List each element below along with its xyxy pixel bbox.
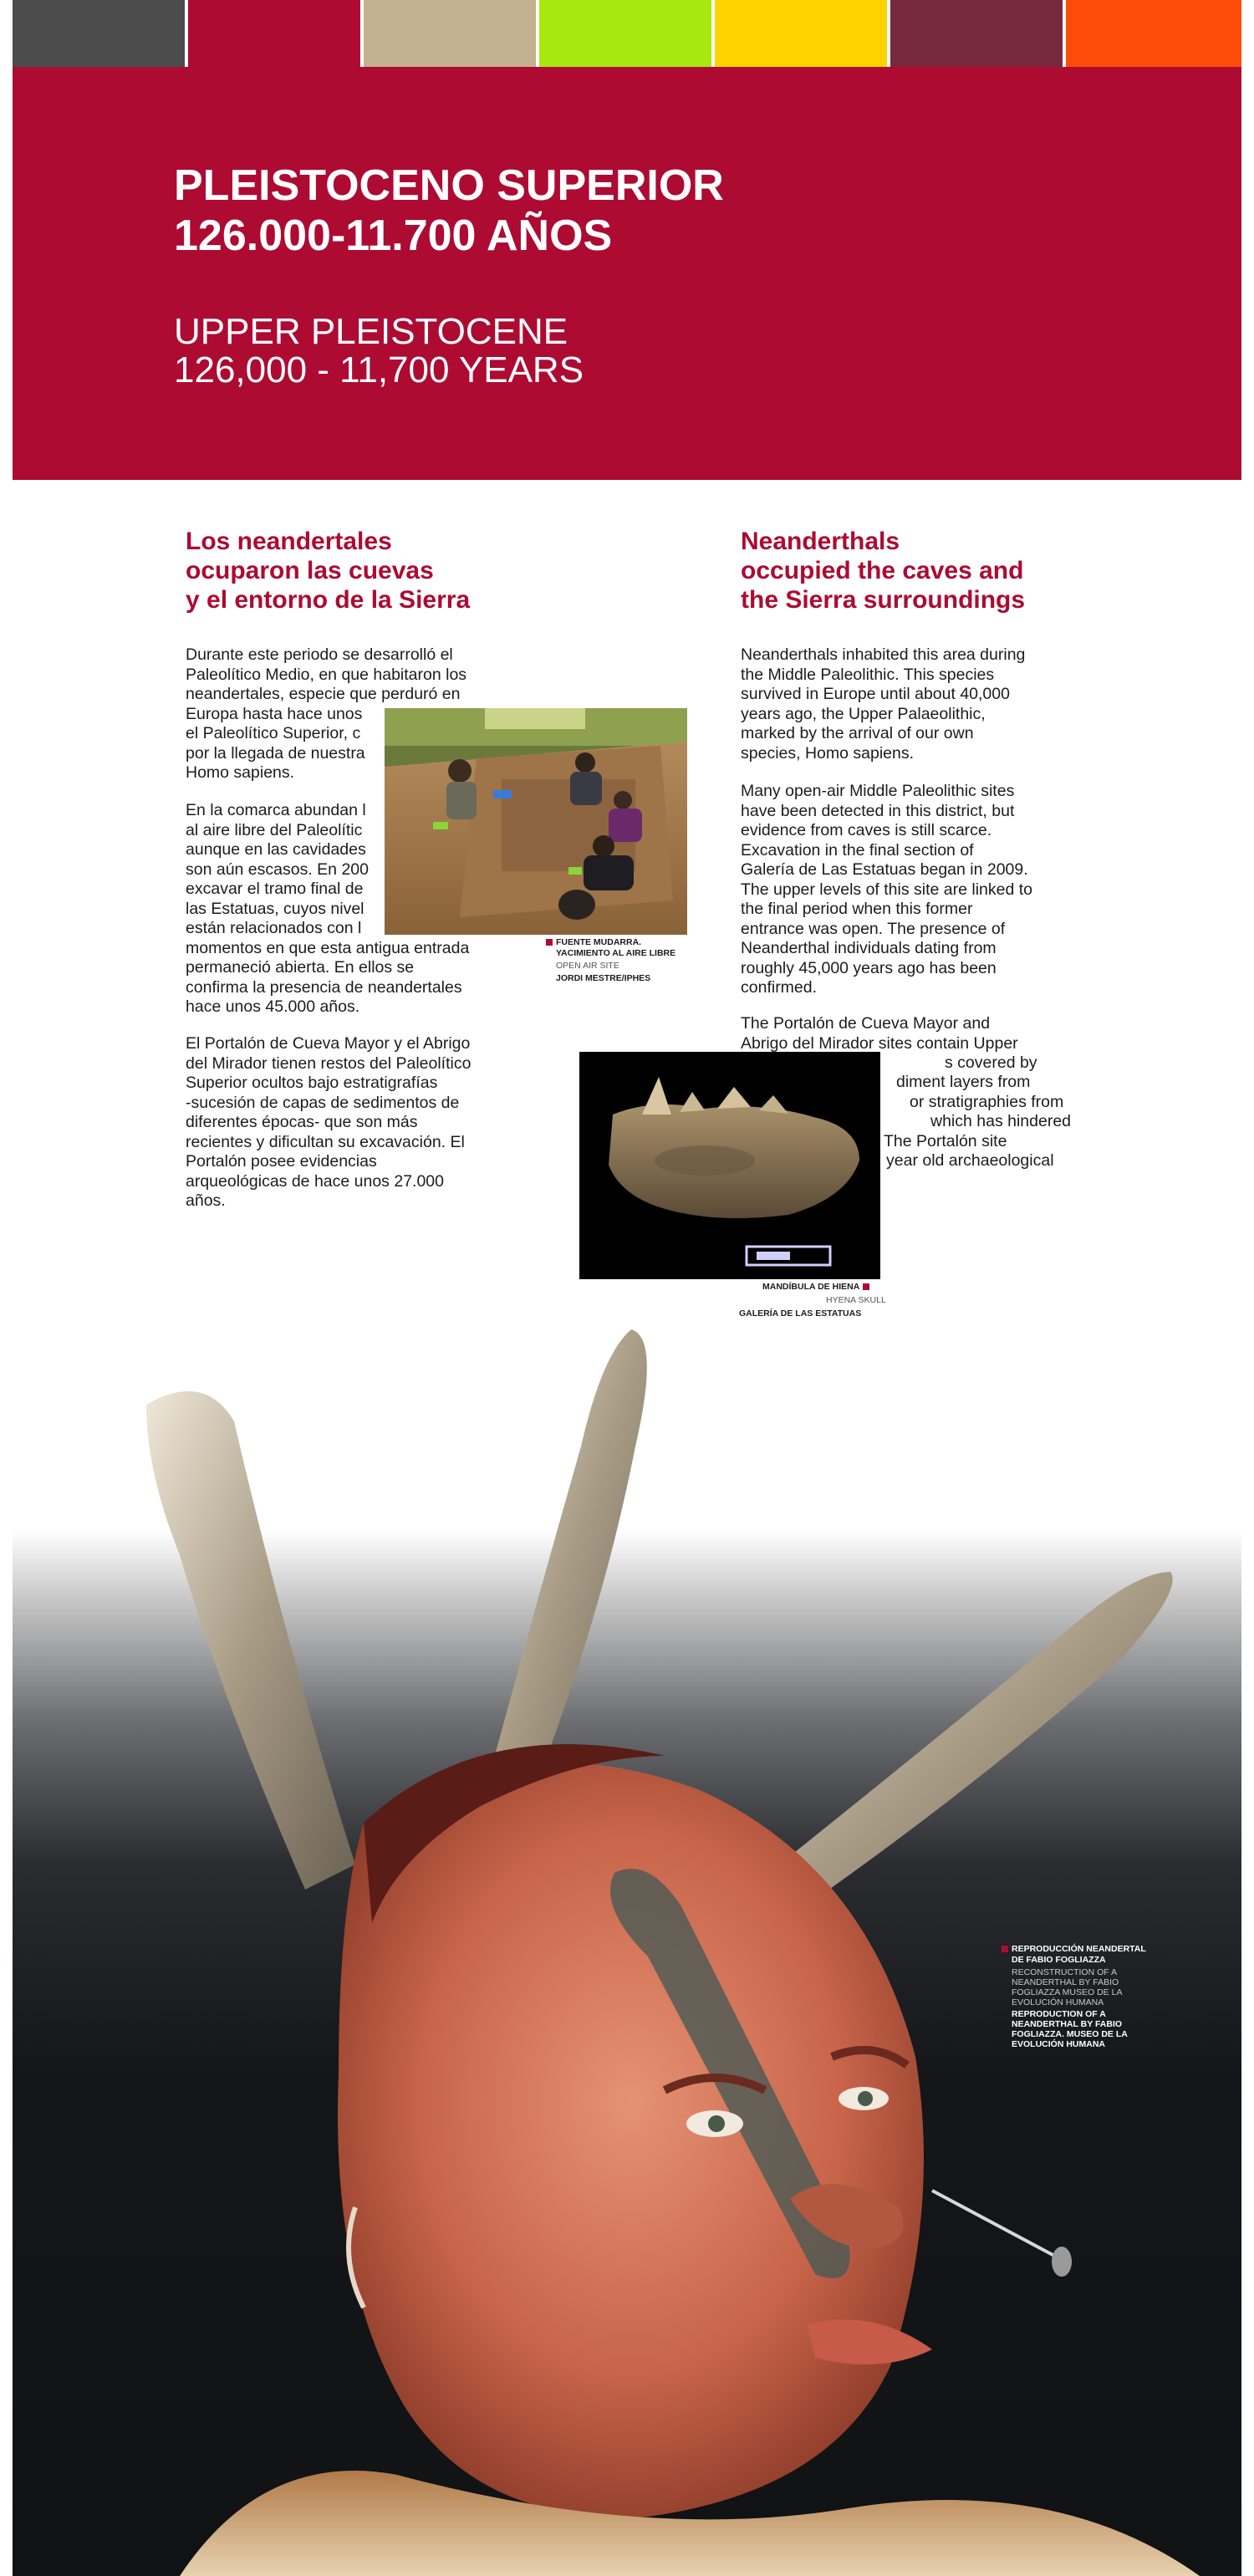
english-paragraph-3-fragment: The Portalón site: [884, 1132, 1007, 1150]
portrait-caption-en-line-8: EVOLUCIÓN HUMANA: [1012, 2039, 1105, 2049]
excavation-scene-illustration: [385, 708, 687, 935]
caption-marker-icon: [863, 1283, 869, 1290]
hyena-caption-line-1: MANDÍBULA DE HIENA: [762, 1282, 869, 1293]
spanish-heading: [186, 527, 470, 615]
english-paragraph-3-fragment: which has hindered: [930, 1112, 1072, 1130]
english-paragraph-1: Neanderthals inhabited this area during the Middle Paleolithic. This species survived in Europe until about 40,000 years ago, the Upper Palaeolithic, marked by the arrival of our own species, Homo sapiens.: [741, 645, 1026, 763]
english-paragraph-3-fragment: year old archaeological: [886, 1151, 1054, 1170]
portrait-caption-es-line-2: DE FABIO FOGLIAZZA: [1012, 1955, 1106, 1965]
swatch-tan: [364, 0, 536, 67]
hyena-jaw-illustration: [579, 1052, 880, 1279]
page-subtitle: [174, 313, 584, 390]
spanish-paragraph-3: El Portalón de Cueva Mayor y el Abrigo del Mirador tienen restos del Paleolítico Superior ocultos bajo estratigrafías -sucesión de capas de sedimentos de diferentes épocas- que son más recientes y dificultan su excavación. El Portalón posee evidencias arqueológicas de hace unos 27.000 años.: [186, 1034, 472, 1210]
spanish-paragraph-2: En la comarca abundan l al aire libre del Paleolític aunque en las cavidades son aún escasos. En 200 excavar el tramo final de las Estatuas, cuyos nivel están relacionados con l momentos en que esta antigua entrada permaneció abierta. En ellos se confirma la presencia de neandertales hace unos 45.000 años.: [186, 801, 470, 1016]
portrait-caption-es-line-1: REPRODUCCIÓN NEANDERTAL: [1002, 1944, 1146, 1955]
swatch-orange: [1066, 0, 1241, 67]
english-paragraph-3-fragment: or stratigraphies from: [910, 1093, 1064, 1111]
hyena-jaw-photo: [579, 1052, 880, 1279]
portrait-caption-en-line-2: NEANDERTHAL BY FABIO: [1012, 1977, 1119, 1987]
hyena-caption-line-3: GALERÍA DE LAS ESTATUAS: [739, 1308, 862, 1319]
portrait-caption-en-line-4: EVOLUCIÓN HUMANA: [1012, 1997, 1104, 2007]
swatch-crimson: [188, 0, 360, 67]
english-heading: [741, 527, 1025, 615]
english-heading-line-2: occupied the caves and: [741, 557, 1024, 584]
excavation-caption-line-1: FUENTE MUDARRA.: [546, 937, 641, 948]
excavation-caption-line-3: OPEN AIR SITE: [556, 961, 619, 971]
subtitle-line-1: UPPER PLEISTOCENE: [174, 311, 568, 352]
excavation-photo: [385, 708, 687, 935]
portrait-caption-en-line-7: FOGLIAZZA. MUSEO DE LA: [1012, 2029, 1128, 2039]
spanish-heading-line-2: ocuparon las cuevas: [186, 557, 434, 584]
excavation-caption-line-2: YACIMIENTO AL AIRE LIBRE: [556, 948, 676, 958]
swatch-yellow: [715, 0, 887, 67]
caption-marker-icon: [546, 939, 553, 946]
english-paragraph-2: Many open-air Middle Paleolithic sites have been detected in this district, but evidence from caves is still scarce. Excavation in the final section of Galería de Las Estatuas began in 2009. The upper levels of this site are linked to the final period when this former entrance was open. The presence of Neanderthal individuals dating from roughly 45,000 years ago has been confirmed.: [741, 782, 1033, 997]
english-paragraph-3-fragment: diment layers from: [896, 1073, 1031, 1091]
swatch-maroon: [890, 0, 1063, 67]
excavation-caption-line-4: JORDI MESTRE/IPHES: [556, 973, 651, 983]
english-heading-line-3: the Sierra surroundings: [741, 586, 1026, 614]
spanish-heading-line-1: Los neandertales: [186, 528, 392, 555]
english-paragraph-3: The Portalón de Cueva Mayor and Abrigo del Mirador sites contain Upper: [741, 1014, 1018, 1053]
header-band: [13, 67, 1241, 480]
hyena-caption-line-2: HYENA SKULL: [826, 1295, 886, 1305]
swatch-grey: [13, 0, 185, 67]
english-heading-line-1: Neanderthals: [741, 528, 900, 555]
portrait-caption-en-line-6: NEANDERTHAL BY FABIO: [1012, 2019, 1123, 2029]
portrait-caption-en-line-1: RECONSTRUCTION OF A: [1012, 1967, 1118, 1977]
swatch-lime: [539, 0, 711, 67]
page-title: [174, 161, 724, 261]
spanish-paragraph-1: Durante este periodo se desarrolló el Paleolítico Medio, en que habitaron los neandertales, especie que perduró en Europa hasta hace unos el Paleolítico Superior, c por la llegada de nuestra Homo sapiens.: [186, 645, 467, 782]
caption-marker-icon: [1002, 1946, 1008, 1952]
title-line-2: 126.000-11.700 AÑOS: [174, 212, 613, 260]
title-line-1: PLEISTOCENO SUPERIOR: [174, 161, 724, 210]
english-paragraph-3-fragment: s covered by: [945, 1053, 1037, 1072]
portrait-caption-en-line-3: FOGLIAZZA MUSEO DE LA: [1012, 1987, 1123, 1997]
portrait-caption-en-line-5: REPRODUCTION OF A: [1012, 2009, 1106, 2019]
spanish-heading-line-3: y el entorno de la Sierra: [186, 586, 471, 614]
subtitle-line-2: 126,000 - 11,700 YEARS: [174, 349, 584, 390]
